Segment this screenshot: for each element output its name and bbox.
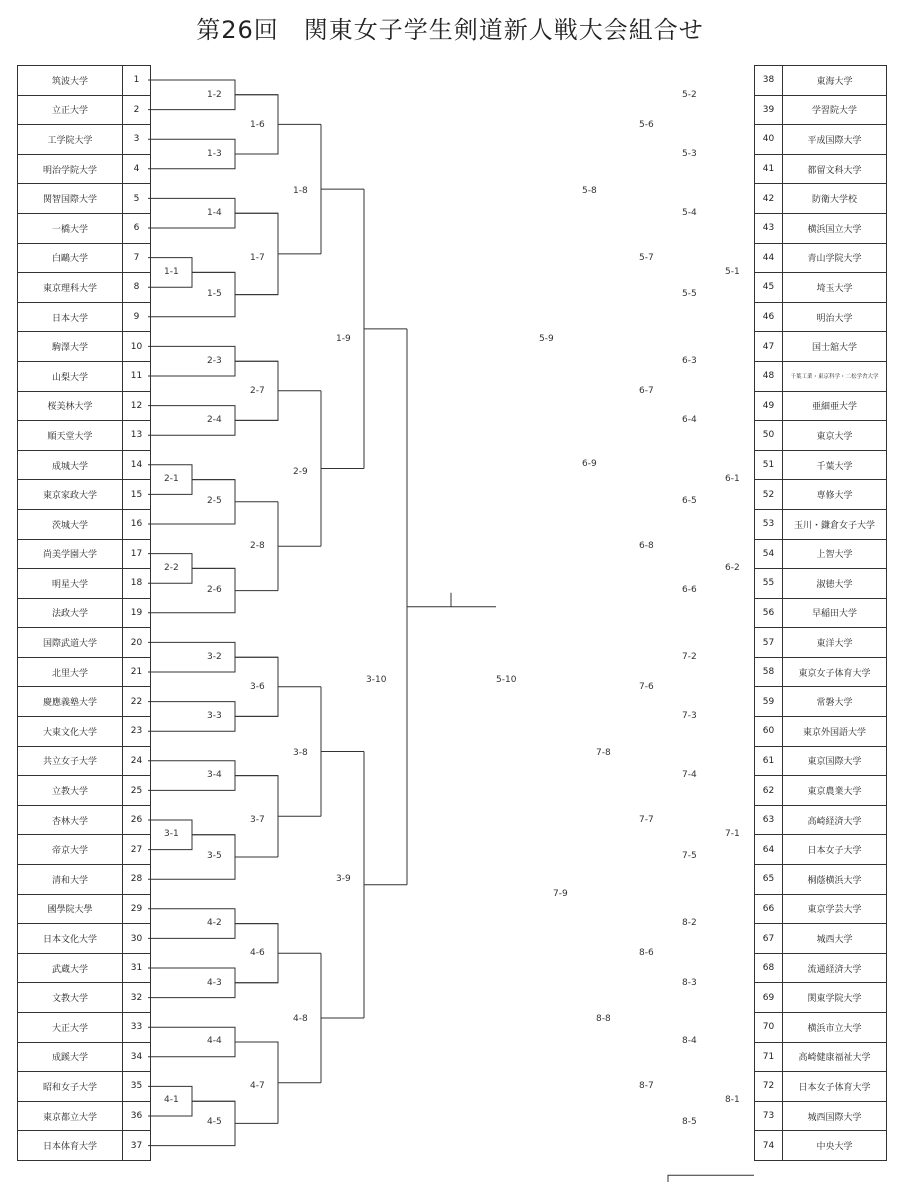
team-name: 関東学院大学 — [783, 983, 887, 1013]
seed-number: 39 — [755, 95, 783, 125]
seed-number: 18 — [123, 569, 151, 599]
seed-number: 41 — [755, 154, 783, 184]
match-label: 6-1 — [725, 474, 740, 484]
team-name: 工学院大学 — [18, 125, 123, 155]
team-name: 昭和女子大学 — [18, 1072, 123, 1102]
match-label: 1-5 — [207, 289, 222, 299]
team-name: 平成国際大学 — [783, 125, 887, 155]
match-label: 2-3 — [207, 356, 222, 366]
match-label: 2-9 — [293, 467, 308, 477]
match-label: 7-9 — [553, 889, 568, 899]
seed-number: 54 — [755, 539, 783, 569]
match-label: 4-8 — [293, 1014, 308, 1024]
team-name: 日本体育大学 — [18, 1131, 123, 1161]
match-label: 3-6 — [250, 682, 265, 692]
match-label: 4-3 — [207, 978, 222, 988]
seed-number: 22 — [123, 687, 151, 717]
bracket-line — [235, 95, 321, 154]
seed-number: 25 — [123, 776, 151, 806]
seed-number: 6 — [123, 213, 151, 243]
team-name: 法政大学 — [18, 598, 123, 628]
match-label: 3-3 — [207, 711, 222, 721]
team-name: 杏林大学 — [18, 805, 123, 835]
match-label: 7-4 — [682, 770, 697, 780]
seed-number: 35 — [123, 1072, 151, 1102]
match-label: 6-6 — [682, 585, 697, 595]
seed-number: 50 — [755, 421, 783, 451]
team-name: 東京学芸大学 — [783, 894, 887, 924]
team-name: 山梨大学 — [18, 361, 123, 391]
team-name: 青山学院大学 — [783, 243, 887, 273]
match-label: 1-9 — [336, 334, 351, 344]
seed-number: 1 — [123, 66, 151, 96]
team-name: 東洋大学 — [783, 628, 887, 658]
seed-number: 67 — [755, 924, 783, 954]
seed-number: 38 — [755, 66, 783, 96]
seed-number: 66 — [755, 894, 783, 924]
team-name: 上智大学 — [783, 539, 887, 569]
match-label: 6-9 — [582, 459, 597, 469]
seed-number: 65 — [755, 865, 783, 895]
team-name: 明治学院大学 — [18, 154, 123, 184]
team-name: 常磐大学 — [783, 687, 887, 717]
team-name: 高崎経済大学 — [783, 805, 887, 835]
match-label: 8-1 — [725, 1095, 740, 1105]
match-label: 6-5 — [682, 496, 697, 506]
team-name: 東京農業大学 — [783, 776, 887, 806]
seed-number: 61 — [755, 746, 783, 776]
seed-number: 74 — [755, 1131, 783, 1161]
match-label: 1-7 — [250, 253, 265, 263]
seed-number: 12 — [123, 391, 151, 421]
match-label: 5-5 — [682, 289, 697, 299]
team-name: 東京理科大学 — [18, 273, 123, 303]
seed-number: 33 — [123, 1013, 151, 1043]
seed-number: 3 — [123, 125, 151, 155]
bracket-line — [625, 1175, 754, 1182]
team-name: 東京家政大学 — [18, 480, 123, 510]
team-name: 成蹊大学 — [18, 1042, 123, 1072]
team-name: 筑波大学 — [18, 66, 123, 96]
seed-number: 34 — [123, 1042, 151, 1072]
team-name: 立正大学 — [18, 95, 123, 125]
team-name: 一橋大学 — [18, 213, 123, 243]
seed-number: 13 — [123, 421, 151, 451]
seed-number: 45 — [755, 273, 783, 303]
match-label: 6-2 — [725, 563, 740, 573]
match-label: 3-2 — [207, 652, 222, 662]
team-name: 横浜市立大学 — [783, 1013, 887, 1043]
team-name: 大東文化大学 — [18, 717, 123, 747]
team-name: 中央大学 — [783, 1131, 887, 1161]
seed-number: 73 — [755, 1101, 783, 1131]
match-label: 2-8 — [250, 541, 265, 551]
team-name: 文教大学 — [18, 983, 123, 1013]
match-label: 7-7 — [639, 815, 654, 825]
match-label: 3-7 — [250, 815, 265, 825]
team-name: 高崎健康福祉大学 — [783, 1042, 887, 1072]
match-label: 4-5 — [207, 1117, 222, 1127]
seed-number: 42 — [755, 184, 783, 214]
match-label: 5-3 — [682, 149, 697, 159]
match-label: 1-6 — [250, 120, 265, 130]
bracket-line — [321, 391, 364, 546]
team-name: 日本女子大学 — [783, 835, 887, 865]
team-name: 東京都立大学 — [18, 1101, 123, 1131]
match-label: 1-8 — [293, 186, 308, 196]
seed-number: 48 — [755, 361, 783, 391]
match-label: 8-3 — [682, 978, 697, 988]
team-name: 横浜国立大学 — [783, 213, 887, 243]
match-label: 5-6 — [639, 120, 654, 130]
team-name: 清和大学 — [18, 865, 123, 895]
seed-number: 10 — [123, 332, 151, 362]
seed-number: 8 — [123, 273, 151, 303]
seed-number: 26 — [123, 805, 151, 835]
seed-number: 44 — [755, 243, 783, 273]
team-name: 駒澤大学 — [18, 332, 123, 362]
match-label: 6-7 — [639, 386, 654, 396]
seed-number: 71 — [755, 1042, 783, 1072]
seed-number: 17 — [123, 539, 151, 569]
match-label: 5-10 — [496, 675, 517, 685]
match-label: 7-8 — [596, 748, 611, 758]
seed-number: 46 — [755, 302, 783, 332]
team-name: 茨城大学 — [18, 509, 123, 539]
team-name: 千葉大学 — [783, 450, 887, 480]
team-name: 城西国際大学 — [783, 1101, 887, 1131]
match-label: 2-1 — [164, 474, 179, 484]
seed-number: 59 — [755, 687, 783, 717]
team-name: 日本大学 — [18, 302, 123, 332]
seed-number: 47 — [755, 332, 783, 362]
team-name: 都留文科大学 — [783, 154, 887, 184]
match-label: 8-5 — [682, 1117, 697, 1127]
seed-number: 23 — [123, 717, 151, 747]
match-label: 5-4 — [682, 208, 697, 218]
match-labels — [164, 90, 740, 1127]
seed-number: 14 — [123, 450, 151, 480]
seed-number: 51 — [755, 450, 783, 480]
seed-number: 49 — [755, 391, 783, 421]
team-name: 国際武道大学 — [18, 628, 123, 658]
seed-number: 72 — [755, 1072, 783, 1102]
match-label: 5-2 — [682, 90, 697, 100]
team-name: 東京女子体育大学 — [783, 657, 887, 687]
team-name: 早稲田大学 — [783, 598, 887, 628]
seed-number: 9 — [123, 302, 151, 332]
bracket-line — [235, 213, 321, 294]
team-name: 武蔵大学 — [18, 953, 123, 983]
seed-number: 15 — [123, 480, 151, 510]
match-label: 8-8 — [596, 1014, 611, 1024]
match-label: 7-6 — [639, 682, 654, 692]
bracket-line — [364, 189, 407, 468]
team-name: 東京大学 — [783, 421, 887, 451]
seed-number: 19 — [123, 598, 151, 628]
match-label: 7-2 — [682, 652, 697, 662]
team-name: 東京国際大学 — [783, 746, 887, 776]
seed-number: 27 — [123, 835, 151, 865]
match-label: 2-5 — [207, 496, 222, 506]
seed-number: 31 — [123, 953, 151, 983]
seed-number: 58 — [755, 657, 783, 687]
seed-number: 5 — [123, 184, 151, 214]
seed-number: 70 — [755, 1013, 783, 1043]
team-name: 桜美林大学 — [18, 391, 123, 421]
seed-number: 36 — [123, 1101, 151, 1131]
match-label: 6-4 — [682, 415, 697, 425]
match-label: 1-2 — [207, 90, 222, 100]
seed-number: 28 — [123, 865, 151, 895]
team-name: 国士舘大学 — [783, 332, 887, 362]
match-label: 3-1 — [164, 829, 179, 839]
team-name: 成城大学 — [18, 450, 123, 480]
match-label: 3-5 — [207, 851, 222, 861]
team-name: 明治大学 — [783, 302, 887, 332]
match-label: 4-7 — [250, 1081, 265, 1091]
match-label: 6-8 — [639, 541, 654, 551]
seed-number: 62 — [755, 776, 783, 806]
team-name: 帝京大学 — [18, 835, 123, 865]
match-label: 8-6 — [639, 948, 654, 958]
seed-number: 52 — [755, 480, 783, 510]
match-label: 4-6 — [250, 948, 265, 958]
seed-number: 29 — [123, 894, 151, 924]
match-label: 3-8 — [293, 748, 308, 758]
match-label: 3-9 — [336, 874, 351, 884]
seed-number: 37 — [123, 1131, 151, 1161]
team-name: 玉川・鎌倉女子大学 — [783, 509, 887, 539]
team-name: 北里大学 — [18, 657, 123, 687]
team-name: 東京外国語大学 — [783, 717, 887, 747]
bracket-line — [321, 124, 364, 254]
match-label: 8-7 — [639, 1081, 654, 1091]
seed-number: 55 — [755, 569, 783, 599]
match-label: 4-4 — [207, 1036, 222, 1046]
page-title: 第26回 関東女子学生剣道新人戦大会組合せ — [196, 16, 704, 44]
team-name: 日本文化大学 — [18, 924, 123, 954]
match-label: 7-3 — [682, 711, 697, 721]
match-label: 1-4 — [207, 208, 222, 218]
seed-number: 32 — [123, 983, 151, 1013]
bracket-lines — [148, 80, 754, 1182]
seed-number: 68 — [755, 953, 783, 983]
team-name: 防衛大学校 — [783, 184, 887, 214]
match-label: 1-3 — [207, 149, 222, 159]
team-name: 共立女子大学 — [18, 746, 123, 776]
team-name: 桐蔭横浜大学 — [783, 865, 887, 895]
seed-number: 64 — [755, 835, 783, 865]
bracket-line — [407, 593, 451, 607]
seed-number: 2 — [123, 95, 151, 125]
team-name: 國學院大學 — [18, 894, 123, 924]
team-name: 千葉工業・東京科学・二松学舎大学 — [783, 361, 887, 391]
seed-number: 43 — [755, 213, 783, 243]
bracket-line — [364, 329, 407, 885]
team-name: 立教大学 — [18, 776, 123, 806]
seed-number: 53 — [755, 509, 783, 539]
match-label: 5-8 — [582, 186, 597, 196]
seed-number: 60 — [755, 717, 783, 747]
seed-number: 24 — [123, 746, 151, 776]
match-label: 7-1 — [725, 829, 740, 839]
team-name: 尚美学園大学 — [18, 539, 123, 569]
match-label: 4-2 — [207, 918, 222, 928]
seed-number: 11 — [123, 361, 151, 391]
match-label: 4-1 — [164, 1095, 179, 1105]
team-name: 東海大学 — [783, 66, 887, 96]
match-label: 5-9 — [539, 334, 554, 344]
seed-number: 16 — [123, 509, 151, 539]
match-label: 2-7 — [250, 386, 265, 396]
seed-number: 69 — [755, 983, 783, 1013]
seed-number: 21 — [123, 657, 151, 687]
match-label: 2-6 — [207, 585, 222, 595]
team-name: 城西大学 — [783, 924, 887, 954]
team-name: 学習院大学 — [783, 95, 887, 125]
match-label: 1-1 — [164, 267, 179, 277]
team-name: 埼玉大学 — [783, 273, 887, 303]
seed-number: 40 — [755, 125, 783, 155]
team-name: 専修大学 — [783, 480, 887, 510]
match-label: 5-1 — [725, 267, 740, 277]
seed-number: 57 — [755, 628, 783, 658]
team-name: 大正大学 — [18, 1013, 123, 1043]
match-label: 7-5 — [682, 851, 697, 861]
match-label: 3-4 — [207, 770, 222, 780]
seed-number: 30 — [123, 924, 151, 954]
team-name: 白鷗大学 — [18, 243, 123, 273]
match-label: 2-2 — [164, 563, 179, 573]
team-name: 亜細亜大学 — [783, 391, 887, 421]
seed-number: 20 — [123, 628, 151, 658]
match-label: 5-7 — [639, 253, 654, 263]
match-label: 2-4 — [207, 415, 222, 425]
team-name: 順天堂大学 — [18, 421, 123, 451]
seed-number: 7 — [123, 243, 151, 273]
team-name: 慶應義塾大学 — [18, 687, 123, 717]
team-name: 流通経済大学 — [783, 953, 887, 983]
bracket-line — [321, 752, 364, 1018]
team-name: 明星大学 — [18, 569, 123, 599]
seed-number: 56 — [755, 598, 783, 628]
team-name: 淑徳大学 — [783, 569, 887, 599]
match-label: 8-2 — [682, 918, 697, 928]
seed-number: 63 — [755, 805, 783, 835]
match-label: 6-3 — [682, 356, 697, 366]
match-label: 8-4 — [682, 1036, 697, 1046]
match-label: 3-10 — [366, 675, 387, 685]
seed-number: 4 — [123, 154, 151, 184]
bracket-line — [278, 391, 321, 591]
team-name: 関智国際大学 — [18, 184, 123, 214]
team-name: 日本女子体育大学 — [783, 1072, 887, 1102]
